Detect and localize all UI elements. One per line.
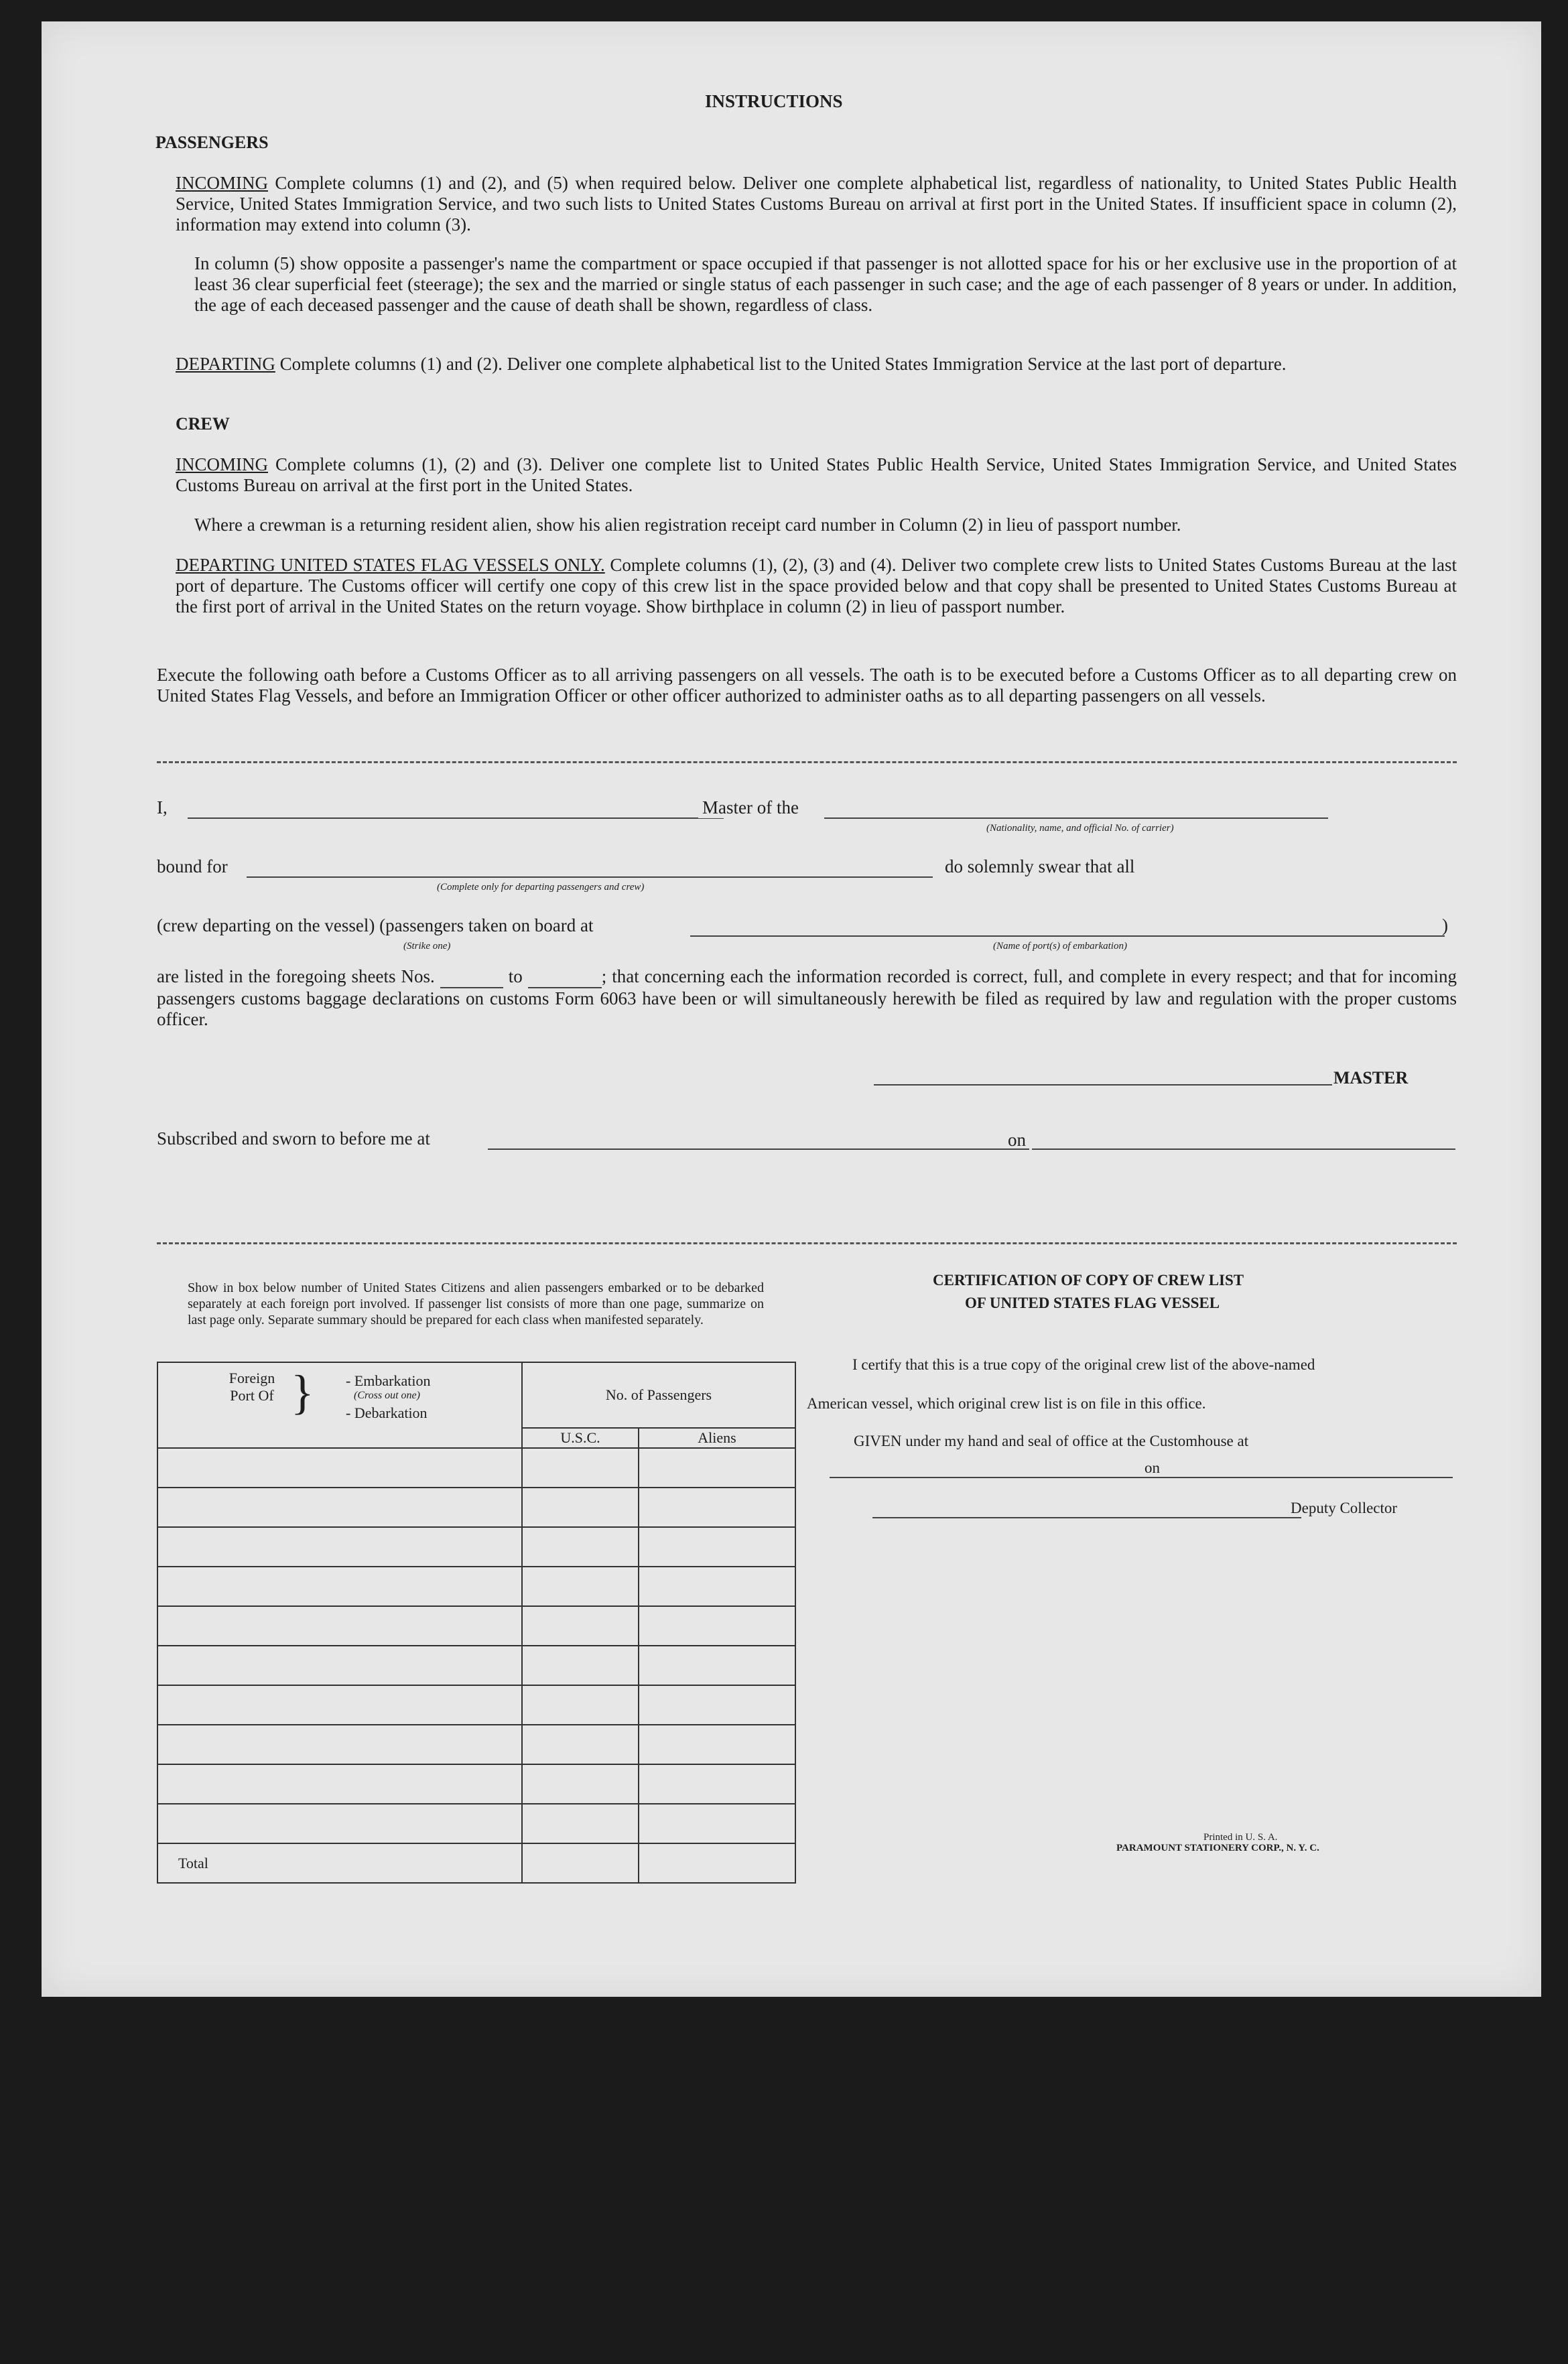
port-cell[interactable] <box>157 1606 522 1646</box>
crew-incoming <box>176 454 1457 496</box>
carrier-hint: (Nationality, name, and official No. of carrier) <box>986 823 1174 834</box>
usc-cell[interactable] <box>522 1527 639 1567</box>
usc-cell[interactable] <box>522 1804 639 1843</box>
oath-intro: Execute the following oath before a Customs Officer as to all arriving passengers on all vessels. The oath is to be executed before a Customs Officer as to all departing crew on United States Flag Vessels, and before an Immigration Officer or other officer authorized to administer oaths as to all departing passengers on all vessels. <box>157 665 1457 706</box>
brace-icon: } <box>291 1366 314 1419</box>
aliens-cell[interactable] <box>639 1764 795 1804</box>
port-cell[interactable] <box>157 1646 522 1685</box>
master-name-line[interactable] <box>188 817 724 819</box>
port-hint: (Name of port(s) of embarkation) <box>993 941 1127 951</box>
total-label: Total <box>178 1854 208 1872</box>
strike-hint: (Strike one) <box>403 941 451 951</box>
oath-subscribed: Subscribed and sworn to before me at <box>157 1128 430 1148</box>
usc-cell[interactable] <box>522 1488 639 1527</box>
deputy-collector-label: Deputy Collector <box>1291 1500 1398 1516</box>
crew-incoming-label: INCOMING <box>176 454 268 474</box>
usc-cell[interactable] <box>522 1448 639 1488</box>
port-cell[interactable] <box>157 1488 522 1527</box>
divider <box>157 761 1457 763</box>
aliens-cell[interactable] <box>639 1725 795 1764</box>
oath-swear: do solemnly swear that all <box>945 856 1135 876</box>
oath-body <box>157 966 1457 1030</box>
passengers-heading: PASSENGERS <box>155 133 269 152</box>
oath-body2: ; that concerning each the information recorded is correct, full, and complete in every respect; and that for incoming passengers customs baggage declarations on customs Form 6063 have been or will simultaneously herewith be filed as required by law and regulation with the proper customs officer. <box>157 966 1457 1029</box>
aliens-label: Aliens <box>698 1429 736 1446</box>
aliens-cell[interactable] <box>639 1804 795 1843</box>
port-cell[interactable] <box>157 1448 522 1488</box>
deputy-signature-line[interactable] <box>872 1517 1301 1518</box>
incoming-label: INCOMING <box>176 173 268 193</box>
aliens-cell[interactable] <box>639 1685 795 1725</box>
num-passengers-header <box>522 1362 795 1428</box>
foreign-port-label: Foreign Port Of <box>228 1370 275 1404</box>
passengers-incoming <box>176 173 1457 235</box>
embark-port-line[interactable] <box>690 935 1445 937</box>
cert-line-3: GIVEN under my hand and seal of office at the Customhouse at <box>854 1433 1249 1449</box>
usc-label: U.S.C. <box>560 1429 600 1446</box>
foreign-port-header <box>157 1362 522 1448</box>
master-signature-line[interactable] <box>874 1084 1332 1086</box>
cert-on: on <box>1145 1459 1160 1476</box>
port-cell[interactable] <box>157 1725 522 1764</box>
bound-hint: (Complete only for departing passengers and crew) <box>437 882 645 893</box>
printed-in: Printed in U. S. A. <box>1203 1832 1278 1843</box>
summary-instructions: Show in box below number of United States Citizens and alien passengers embarked or to be debarked separately at each foreign port involved. If passenger list consists of more than one page, summarize on last page only. Separate summary should be prepared for each class when manifested separately. <box>188 1280 764 1327</box>
aliens-cell[interactable] <box>639 1488 795 1527</box>
oath-body1: are listed in the foregoing sheets Nos. <box>157 966 435 986</box>
subscribed-place-line[interactable] <box>488 1148 1029 1150</box>
port-cell[interactable] <box>157 1764 522 1804</box>
oath-master-of: Master of the <box>698 797 803 818</box>
sheet-from-field[interactable] <box>440 966 503 988</box>
usc-cell[interactable] <box>522 1606 639 1646</box>
cert-date-line[interactable] <box>1171 1477 1453 1478</box>
carrier-line[interactable] <box>824 817 1328 819</box>
aliens-cell[interactable] <box>639 1606 795 1646</box>
crew-incoming-text: Complete columns (1), (2) and (3). Deliver one complete list to United States Public Health Service, United States Immigration Service, and United States Customs Bureau on arrival at the first port in the United States. <box>176 454 1457 495</box>
usc-cell[interactable] <box>522 1725 639 1764</box>
master-label: MASTER <box>1333 1068 1409 1088</box>
passengers-departing <box>176 354 1457 375</box>
passengers-column5: In column (5) show opposite a passenger's name the compartment or space occupied if that passenger is not allotted space for his or her exclusive use in the proportion of at least 36 clear superficial feet (steerage); the sex and the married or single status of each passenger in such case; and the age of each passenger of 8 years or under. In addition, the age of each deceased passenger and the cause of death shall be shown, regardless of class. <box>194 253 1457 315</box>
usc-cell[interactable] <box>522 1764 639 1804</box>
oath-crew-departing: (crew departing on the vessel) (passengers taken on board at <box>157 915 594 935</box>
crew-resident: Where a crewman is a returning resident alien, show his alien registration receipt card number in Column (2) in lieu of passport number. <box>194 515 1181 535</box>
debarkation-label: - Debarkation <box>346 1404 428 1421</box>
cert-title-2: OF UNITED STATES FLAG VESSEL <box>965 1295 1220 1311</box>
page-title: INSTRUCTIONS <box>705 91 843 111</box>
subscribed-date-line[interactable] <box>1032 1148 1455 1150</box>
usc-header <box>522 1428 639 1448</box>
aliens-cell[interactable] <box>639 1448 795 1488</box>
printer-name: PARAMOUNT STATIONERY CORP., N. Y. C. <box>1116 1843 1319 1853</box>
flag-text: Complete columns (1), (2), (3) and (4). Deliver two complete crew lists to United States Customs Bureau at the last port of departure. The Customs officer will certify one copy of this crew list in the space provided below and that copy shall be presented to United States Customs Bureau at the first port of arrival in the United States on the return voyage. Show birthplace in column (2) in lieu of passport number. <box>176 555 1457 616</box>
aliens-cell[interactable] <box>639 1527 795 1567</box>
oath-i: I, <box>157 797 168 817</box>
usc-cell[interactable] <box>522 1567 639 1606</box>
aliens-cell[interactable] <box>639 1646 795 1685</box>
aliens-cell[interactable] <box>639 1567 795 1606</box>
oath-bound-for: bound for <box>157 856 228 876</box>
port-cell[interactable] <box>157 1804 522 1843</box>
divider-2 <box>157 1242 1457 1244</box>
sheet-to-field[interactable] <box>528 966 602 988</box>
port-cell[interactable] <box>157 1567 522 1606</box>
usc-cell[interactable] <box>522 1646 639 1685</box>
crew-flag-vessels <box>176 555 1457 617</box>
port-cell[interactable] <box>157 1685 522 1725</box>
oath-to: to <box>508 966 523 986</box>
num-passengers-label: No. of Passengers <box>605 1386 712 1403</box>
aliens-header <box>639 1428 795 1448</box>
aliens-total-cell[interactable] <box>639 1843 795 1883</box>
crew-heading: CREW <box>176 414 230 434</box>
passenger-summary-table <box>157 1362 796 1884</box>
form-page <box>42 21 1541 1997</box>
port-cell[interactable] <box>157 1527 522 1567</box>
close-paren: ) <box>1442 915 1448 935</box>
cross-out-hint: (Cross out one) <box>354 1390 420 1401</box>
flag-label: DEPARTING UNITED STATES FLAG VESSELS ONLY. <box>176 555 605 575</box>
oath-on: on <box>1008 1130 1026 1150</box>
departing-label: DEPARTING <box>176 354 275 374</box>
total-cell <box>157 1843 522 1883</box>
usc-total-cell[interactable] <box>522 1843 639 1883</box>
cert-title-1: CERTIFICATION OF COPY OF CREW LIST <box>933 1272 1244 1289</box>
embarkation-label: - Embarkation <box>346 1372 431 1389</box>
usc-cell[interactable] <box>522 1685 639 1725</box>
departing-text: Complete columns (1) and (2). Deliver one complete alphabetical list to the United States Immigration Service at the last port of departure. <box>279 354 1287 374</box>
bound-for-line[interactable] <box>247 876 933 878</box>
cert-line-1: I certify that this is a true copy of the original crew list of the above-named <box>852 1356 1315 1373</box>
incoming-text: Complete columns (1) and (2), and (5) when required below. Deliver one complete alphabetical list, regardless of nationality, to United States Public Health Service, United States Immigration Service, and two such lists to United States Customs Bureau on arrival at first port in the United States. If insufficient space in column (2), information may extend into column (3). <box>176 173 1457 235</box>
cert-line-2: American vessel, which original crew list is on file in this office. <box>807 1395 1206 1412</box>
cert-place-line[interactable] <box>830 1477 1178 1478</box>
